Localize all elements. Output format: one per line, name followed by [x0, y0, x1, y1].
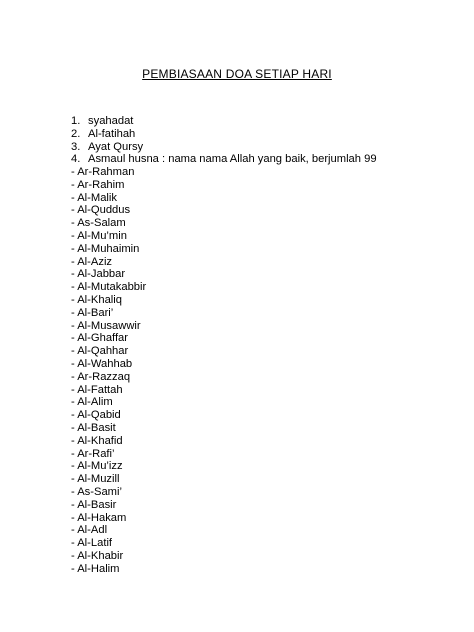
item-number: 1.	[71, 115, 81, 127]
item-text: Ayat Qursy	[88, 140, 144, 153]
list-item: - Al-Fattah	[71, 383, 123, 396]
list-item: - Al-Mu’izz	[71, 460, 123, 473]
list-item: - Al-Qabid	[71, 409, 121, 422]
list-item: - Al-Khabir	[71, 549, 124, 562]
numbered-item	[71, 115, 377, 128]
list-item: - Al-Malik	[71, 191, 117, 204]
item-number: 2.	[71, 127, 81, 140]
list-item: - Al-Quddus	[71, 204, 131, 217]
item-text: Al-fatihah	[88, 127, 136, 140]
list-item: - Al-Qahhar	[71, 345, 129, 358]
list-item: - Al-Basir	[71, 498, 117, 511]
list-item: - Al-Hakam	[71, 511, 127, 524]
list-item: - Al-Jabbar	[71, 268, 126, 281]
list-item: - Al-Muhaimin	[71, 242, 140, 255]
list-item: - Al-Mu’min	[71, 229, 127, 242]
item-text: syahadat	[88, 115, 134, 127]
document-title: PEMBIASAAN DOA SETIAP HARI	[142, 67, 332, 81]
numbered-item	[71, 141, 377, 154]
numbered-list	[71, 115, 377, 166]
item-number: 3.	[71, 140, 81, 153]
list-item: - Al-Adl	[71, 524, 108, 537]
list-item: - Al-Khafid	[71, 434, 123, 447]
list-item: - As-Sami’	[71, 485, 122, 498]
list-item: - Al-Musawwir	[71, 319, 141, 332]
list-item: - Ar-Razzaq	[71, 370, 131, 383]
numbered-item	[71, 128, 377, 141]
list-item: - Al-Wahhab	[71, 357, 133, 370]
list-item: - Al-Mutakabbir	[71, 281, 147, 294]
list-item: - As-Salam	[71, 217, 126, 230]
list-item: - Al-Khaliq	[71, 293, 122, 306]
asmaul-husna-list	[71, 166, 146, 576]
list-item: - Ar-Rahim	[71, 178, 125, 191]
list-item: - Al-Alim	[71, 396, 113, 409]
list-item: - Al-Muzill	[71, 473, 120, 486]
list-item: - Ar-Rafi’	[71, 447, 115, 460]
list-item: - Al-Aziz	[71, 255, 113, 268]
list-item: - Al-Bari’	[71, 306, 114, 319]
numbered-item	[71, 153, 377, 166]
list-item: - Al-Halim	[71, 562, 120, 575]
list-item: - Al-Latif	[71, 537, 113, 550]
item-text: Asmaul husna : nama nama Allah yang baik, berjumlah 99	[88, 153, 377, 166]
list-item: - Al-Ghaffar	[71, 332, 128, 345]
item-number: 4.	[71, 153, 81, 166]
list-item: - Al-Basit	[71, 421, 116, 434]
list-item: - Ar-Rahman	[71, 166, 135, 178]
